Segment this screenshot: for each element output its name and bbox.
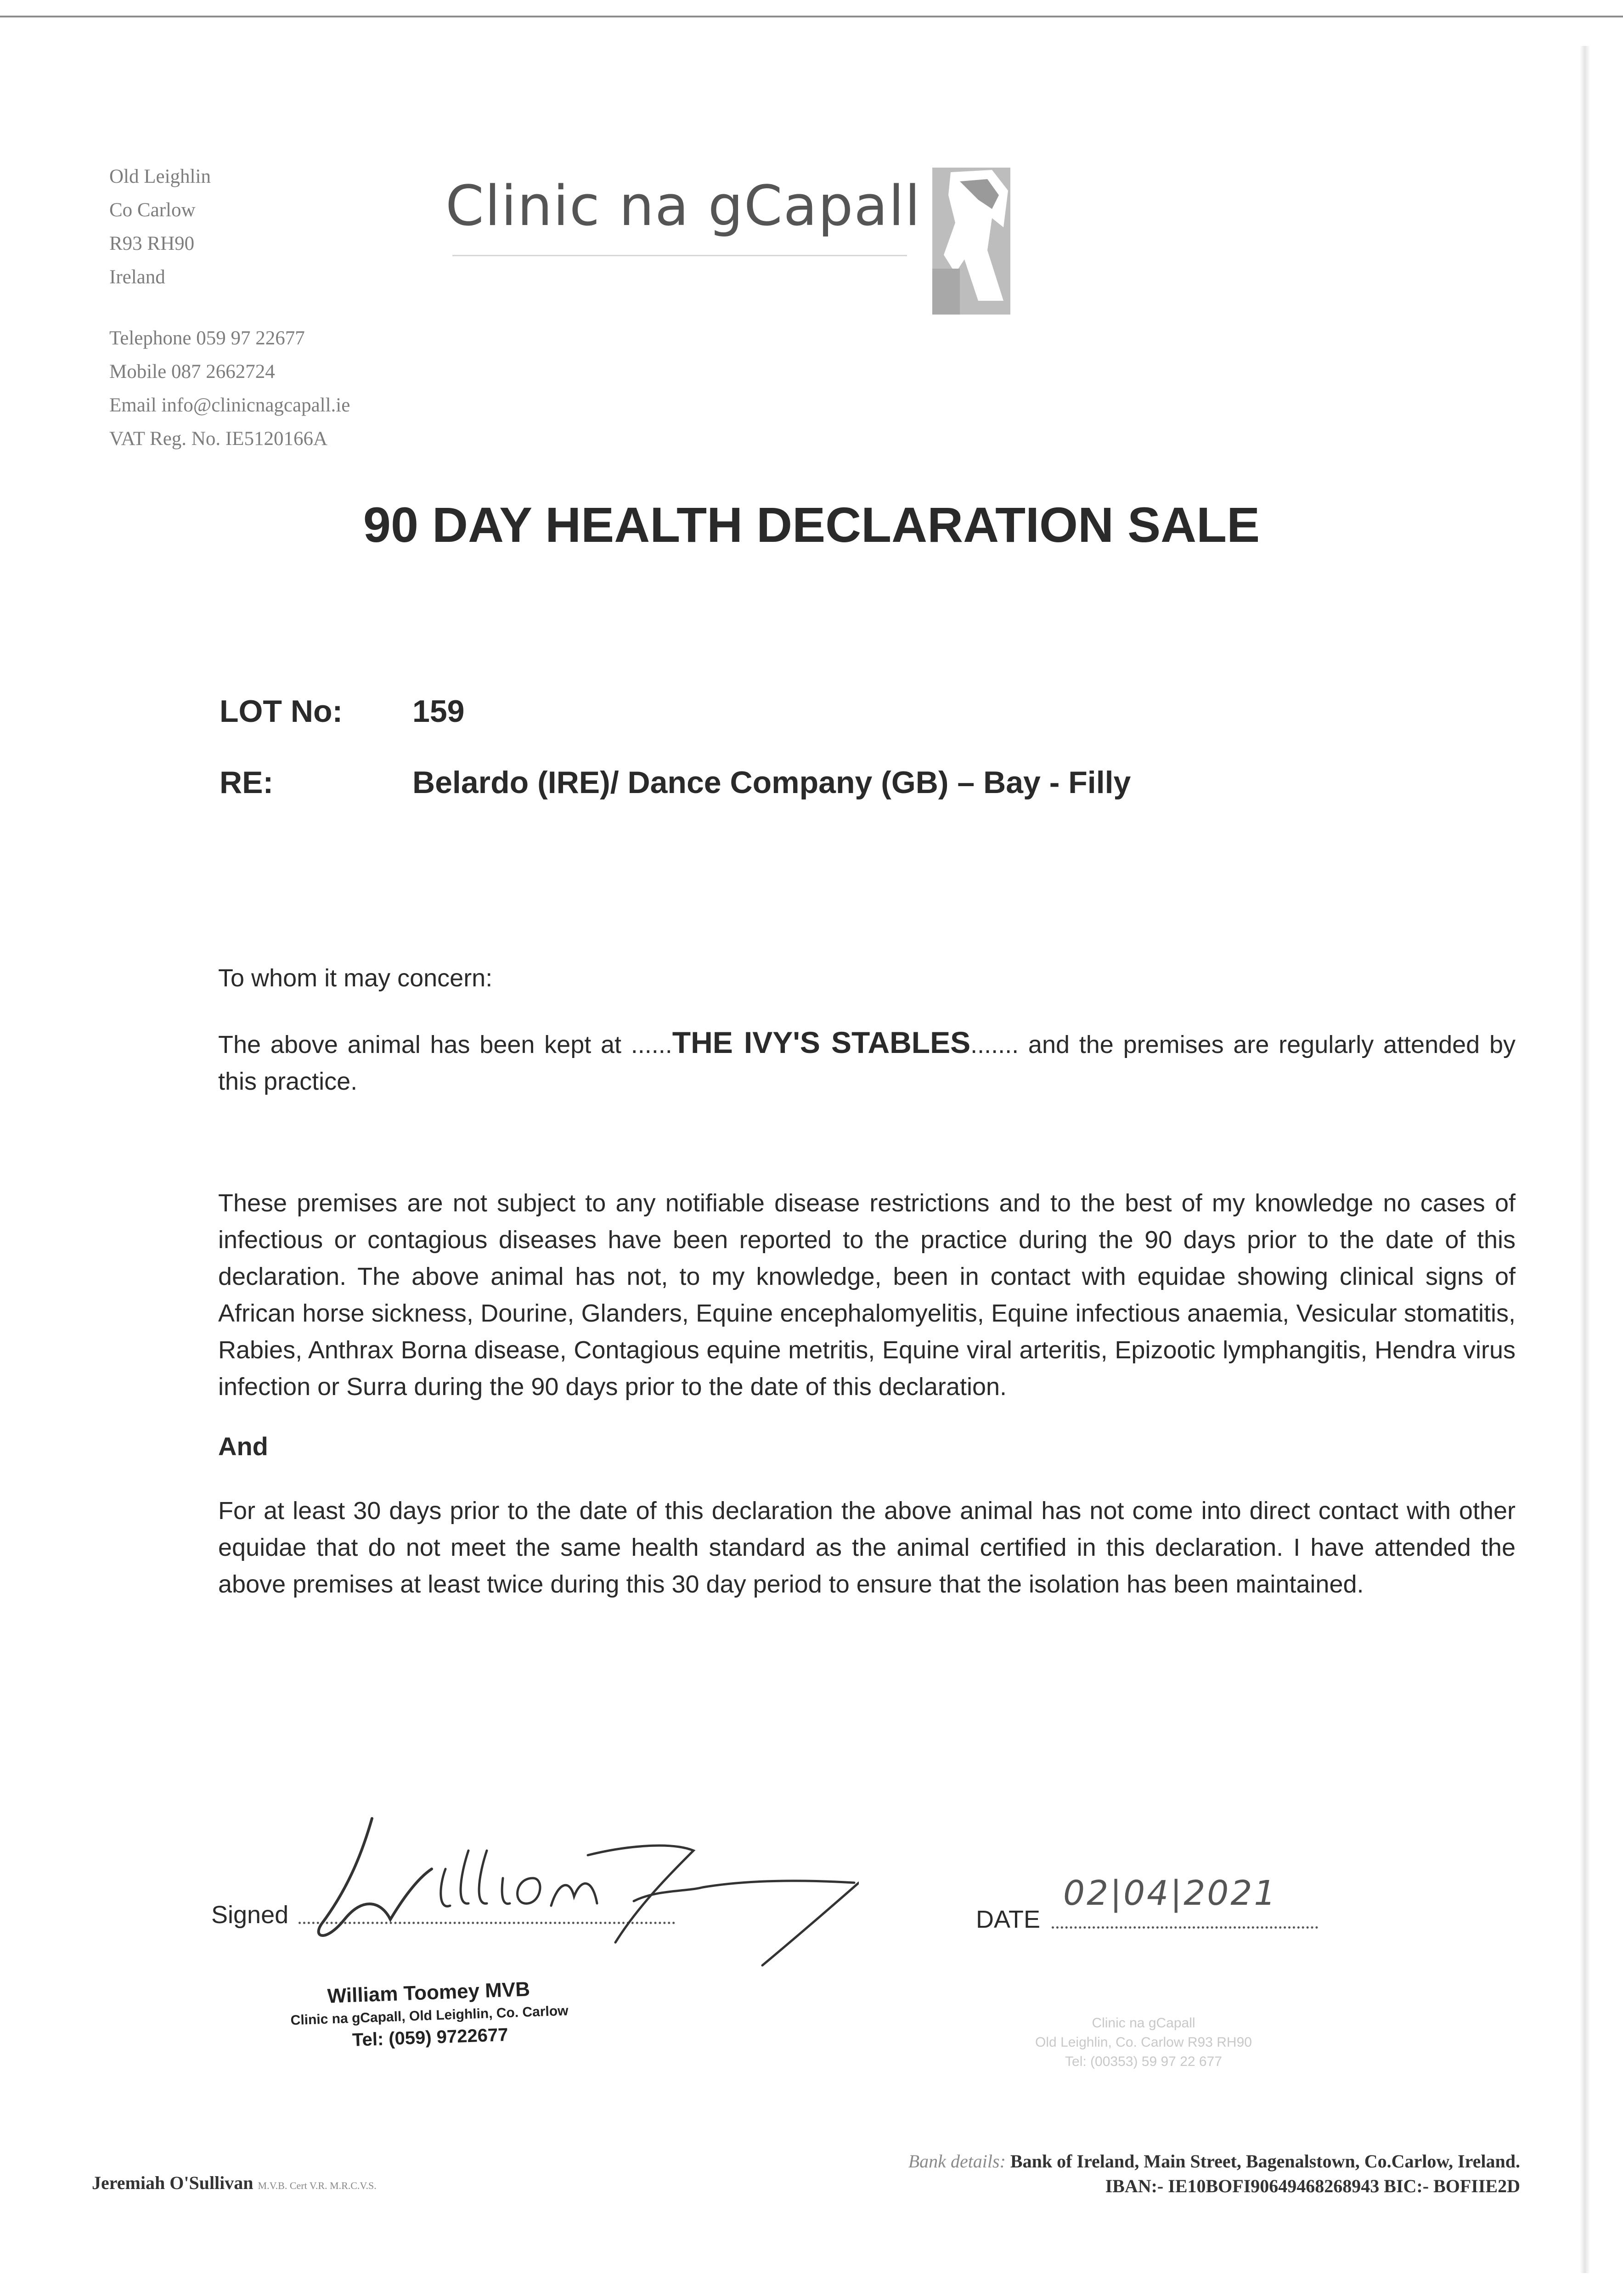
premises-text-after: ....... and the premises are regularly attended by this practice. [218, 1031, 1516, 1095]
address-line: Ireland [109, 266, 165, 288]
stamp-vet-name: William Toomey MVB [327, 1978, 530, 2008]
stamp-clinic-address: Clinic na gCapall, Old Leighlin, Co. Carlow [290, 2003, 569, 2028]
bank-iban-bic: IBAN:- IE10BOFI90649468268943 BIC:- BOFIIE2D [1105, 2176, 1520, 2196]
handwritten-signature [294, 1809, 859, 1984]
horse-head-logo-icon [923, 163, 1015, 319]
date-label: DATE [976, 1906, 1041, 1933]
footer-vet [92, 2172, 377, 2194]
logo-underline [452, 255, 907, 256]
scan-edge-shadow [1580, 46, 1590, 2273]
faint-stamp-line: Old Leighlin, Co. Carlow R93 RH90 [1035, 2035, 1252, 2050]
contact-line: Telephone 059 97 22677 [109, 327, 305, 349]
lot-label: LOT No: [220, 694, 343, 729]
premises-name: THE IVY'S STABLES [672, 1025, 971, 1059]
and-label: And [218, 1432, 268, 1461]
date-line [1052, 1926, 1318, 1929]
vet-rubber-stamp [279, 1976, 580, 2054]
paragraph-disease-statement: These premises are not subject to any notifiable disease restrictions and to the best of my knowledge no cases of infectious or contagious diseases have been reported to the practice during the 90 days prior to the date of this declaration. The above animal has not, to my knowledge, been in contact with equidae showing clinical signs of African horse sickness, Dourine, Glanders, Equine encephalomyelitis, Equine infectious anaemia, Vesicular stomatitis, Rabies, Anthrax Borna disease, Contagious equine metritis, Equine viral arteritis, Epizootic lymphangitis, Hendra virus infection or Surra during the 90 days prior to the date of this declaration. [218, 1189, 1516, 1401]
address-line: Old Leighlin [109, 166, 211, 187]
contact-line: Email info@clinicnagcapall.ie [109, 394, 350, 416]
contact-line: Mobile 087 2662724 [109, 361, 275, 383]
clinic-address-block [109, 160, 350, 456]
address-line: R93 RH90 [109, 233, 195, 254]
re-value: Belardo (IRE)/ Dance Company (GB) – Bay - Filly [412, 765, 1131, 800]
lot-value: 159 [412, 694, 465, 729]
faint-clinic-stamp [987, 2014, 1300, 2071]
salutation: To whom it may concern: [218, 964, 493, 992]
signed-label: Signed [211, 1901, 289, 1929]
bank-details-text: Bank of Ireland, Main Street, Bagenalstown, Co.Carlow, Ireland. [1010, 2151, 1520, 2172]
re-label: RE: [220, 765, 274, 800]
faint-stamp-line: Clinic na gCapall [1092, 2015, 1195, 2031]
clinic-logo-text: Clinic na gCapall [445, 174, 921, 238]
paragraph-premises [218, 1024, 1516, 1100]
faint-stamp-line: Tel: (00353) 59 97 22 677 [1065, 2054, 1222, 2069]
footer-vet-qualifications: M.V.B. Cert V.R. M.R.C.V.S. [258, 2180, 377, 2191]
date-value: 02|04|2021 [1063, 1874, 1278, 1913]
footer-bank-details [716, 2149, 1520, 2199]
paragraph-isolation-statement: For at least 30 days prior to the date of this declaration the above animal has not come into direct contact with other equidae that do not meet the same health standard as the animal certified in this declaration. I have attended the above premises at least twice during this 30 day period to ensure that the isolation has been maintained. [218, 1497, 1516, 1598]
address-line: Co Carlow [109, 199, 196, 221]
footer-vet-name: Jeremiah O'Sullivan [92, 2172, 254, 2193]
page-top-rule [0, 16, 1623, 17]
document-title: 90 DAY HEALTH DECLARATION SALE [363, 497, 1260, 552]
stamp-telephone: Tel: (059) 9722677 [352, 2025, 509, 2050]
contact-line: VAT Reg. No. IE5120166A [109, 428, 327, 450]
premises-text-before: The above animal has been kept at ...... [218, 1031, 672, 1058]
bank-details-label: Bank details: [908, 2151, 1006, 2172]
